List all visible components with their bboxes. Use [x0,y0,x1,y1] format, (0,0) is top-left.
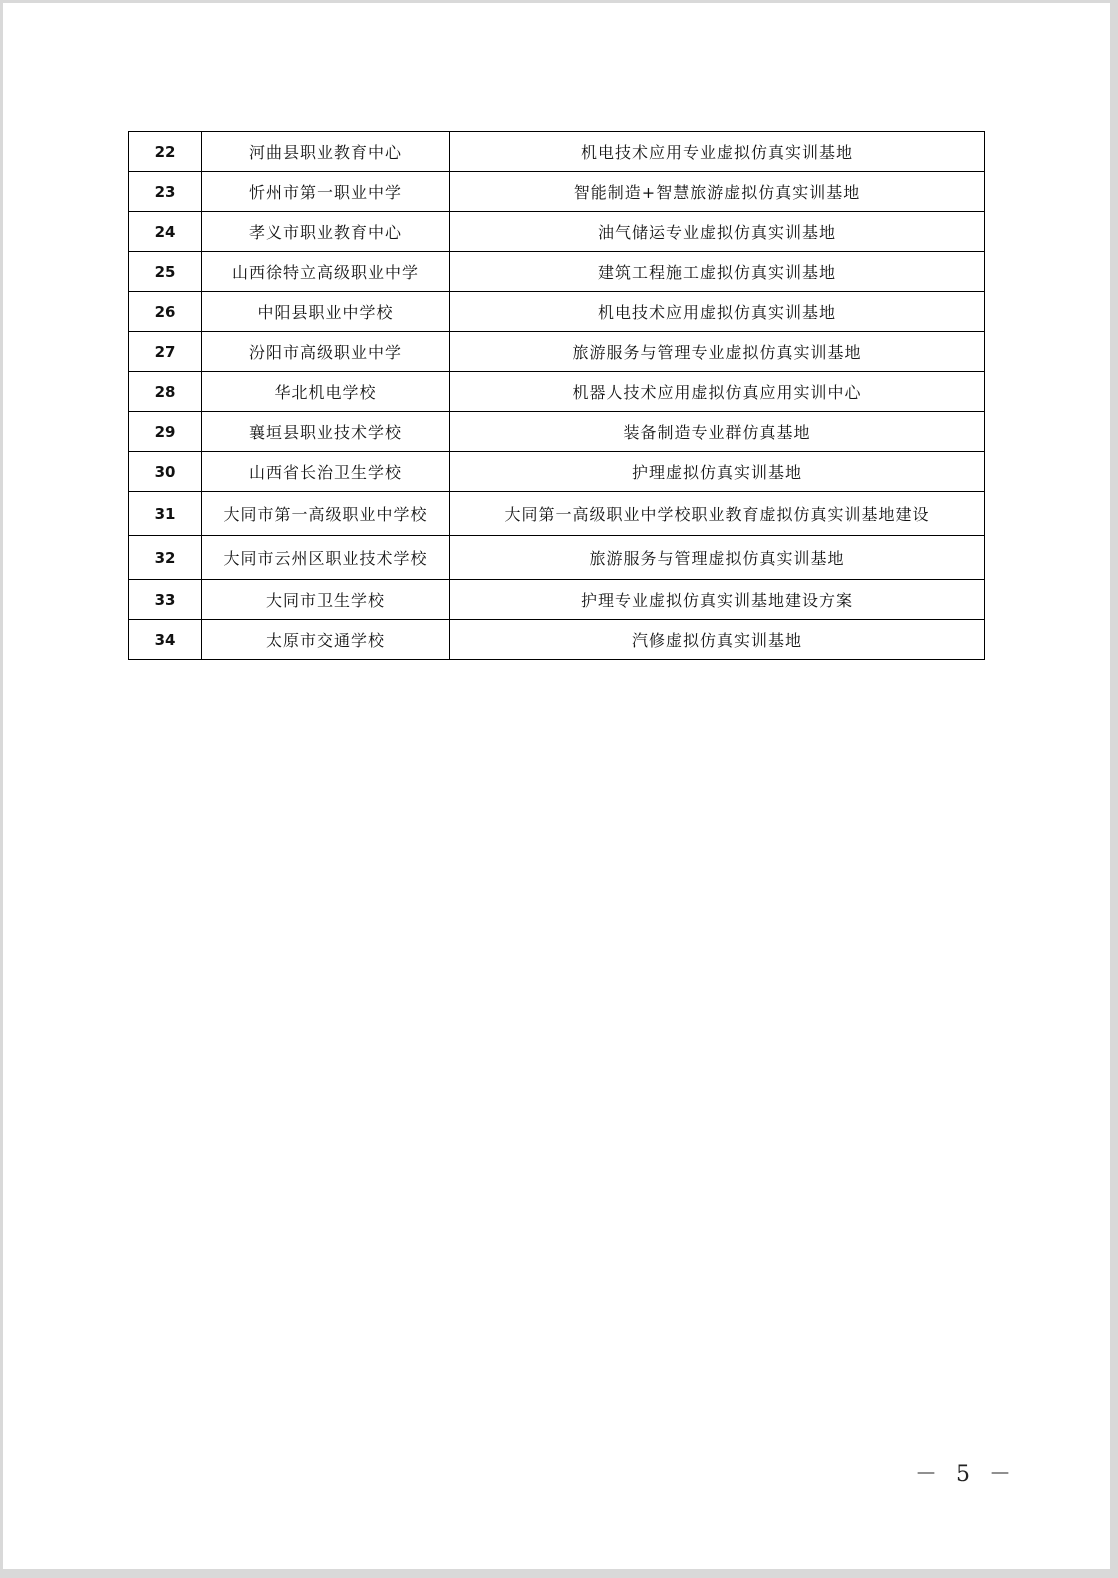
row-number: 31 [129,492,202,536]
table-row [129,252,985,292]
school-name: 华北机电学校 [202,372,450,412]
school-name: 襄垣县职业技术学校 [202,412,450,452]
document-page [3,3,1110,1569]
base-name: 机电技术应用虚拟仿真实训基地 [450,292,985,332]
base-name: 机电技术应用专业虚拟仿真实训基地 [450,132,985,172]
row-number: 28 [129,372,202,412]
table-row [129,492,985,536]
school-name: 山西徐特立高级职业中学 [202,252,450,292]
schools-table [128,131,985,660]
row-number: 29 [129,412,202,452]
row-number: 30 [129,452,202,492]
base-name: 智能制造+智慧旅游虚拟仿真实训基地 [450,172,985,212]
table-row [129,536,985,580]
table-row [129,372,985,412]
table-row [129,212,985,252]
table-row [129,332,985,372]
table-row [129,412,985,452]
row-number: 34 [129,620,202,660]
school-name: 中阳县职业中学校 [202,292,450,332]
base-name: 装备制造专业群仿真基地 [450,412,985,452]
table-row [129,172,985,212]
school-name: 大同市卫生学校 [202,580,450,620]
row-number: 25 [129,252,202,292]
base-name: 建筑工程施工虚拟仿真实训基地 [450,252,985,292]
school-name: 孝义市职业教育中心 [202,212,450,252]
base-name: 机器人技术应用虚拟仿真应用实训中心 [450,372,985,412]
school-name: 大同市第一高级职业中学校 [202,492,450,536]
row-number: 27 [129,332,202,372]
base-name: 旅游服务与管理专业虚拟仿真实训基地 [450,332,985,372]
school-name: 太原市交通学校 [202,620,450,660]
table-row [129,580,985,620]
school-name: 忻州市第一职业中学 [202,172,450,212]
table-body [129,132,985,660]
table-row [129,620,985,660]
row-number: 26 [129,292,202,332]
row-number: 32 [129,536,202,580]
base-name: 旅游服务与管理虚拟仿真实训基地 [450,536,985,580]
base-name: 护理专业虚拟仿真实训基地建设方案 [450,580,985,620]
table-row [129,132,985,172]
base-name: 汽修虚拟仿真实训基地 [450,620,985,660]
table-row [129,292,985,332]
base-name: 油气储运专业虚拟仿真实训基地 [450,212,985,252]
page-number: － 5 － [915,1462,1017,1487]
row-number: 22 [129,132,202,172]
school-name: 汾阳市高级职业中学 [202,332,450,372]
school-name: 山西省长治卫生学校 [202,452,450,492]
row-number: 24 [129,212,202,252]
table-row [129,452,985,492]
base-name: 护理虚拟仿真实训基地 [450,452,985,492]
row-number: 33 [129,580,202,620]
row-number: 23 [129,172,202,212]
base-name: 大同第一高级职业中学校职业教育虚拟仿真实训基地建设 [450,492,985,536]
school-name: 河曲县职业教育中心 [202,132,450,172]
school-name: 大同市云州区职业技术学校 [202,536,450,580]
